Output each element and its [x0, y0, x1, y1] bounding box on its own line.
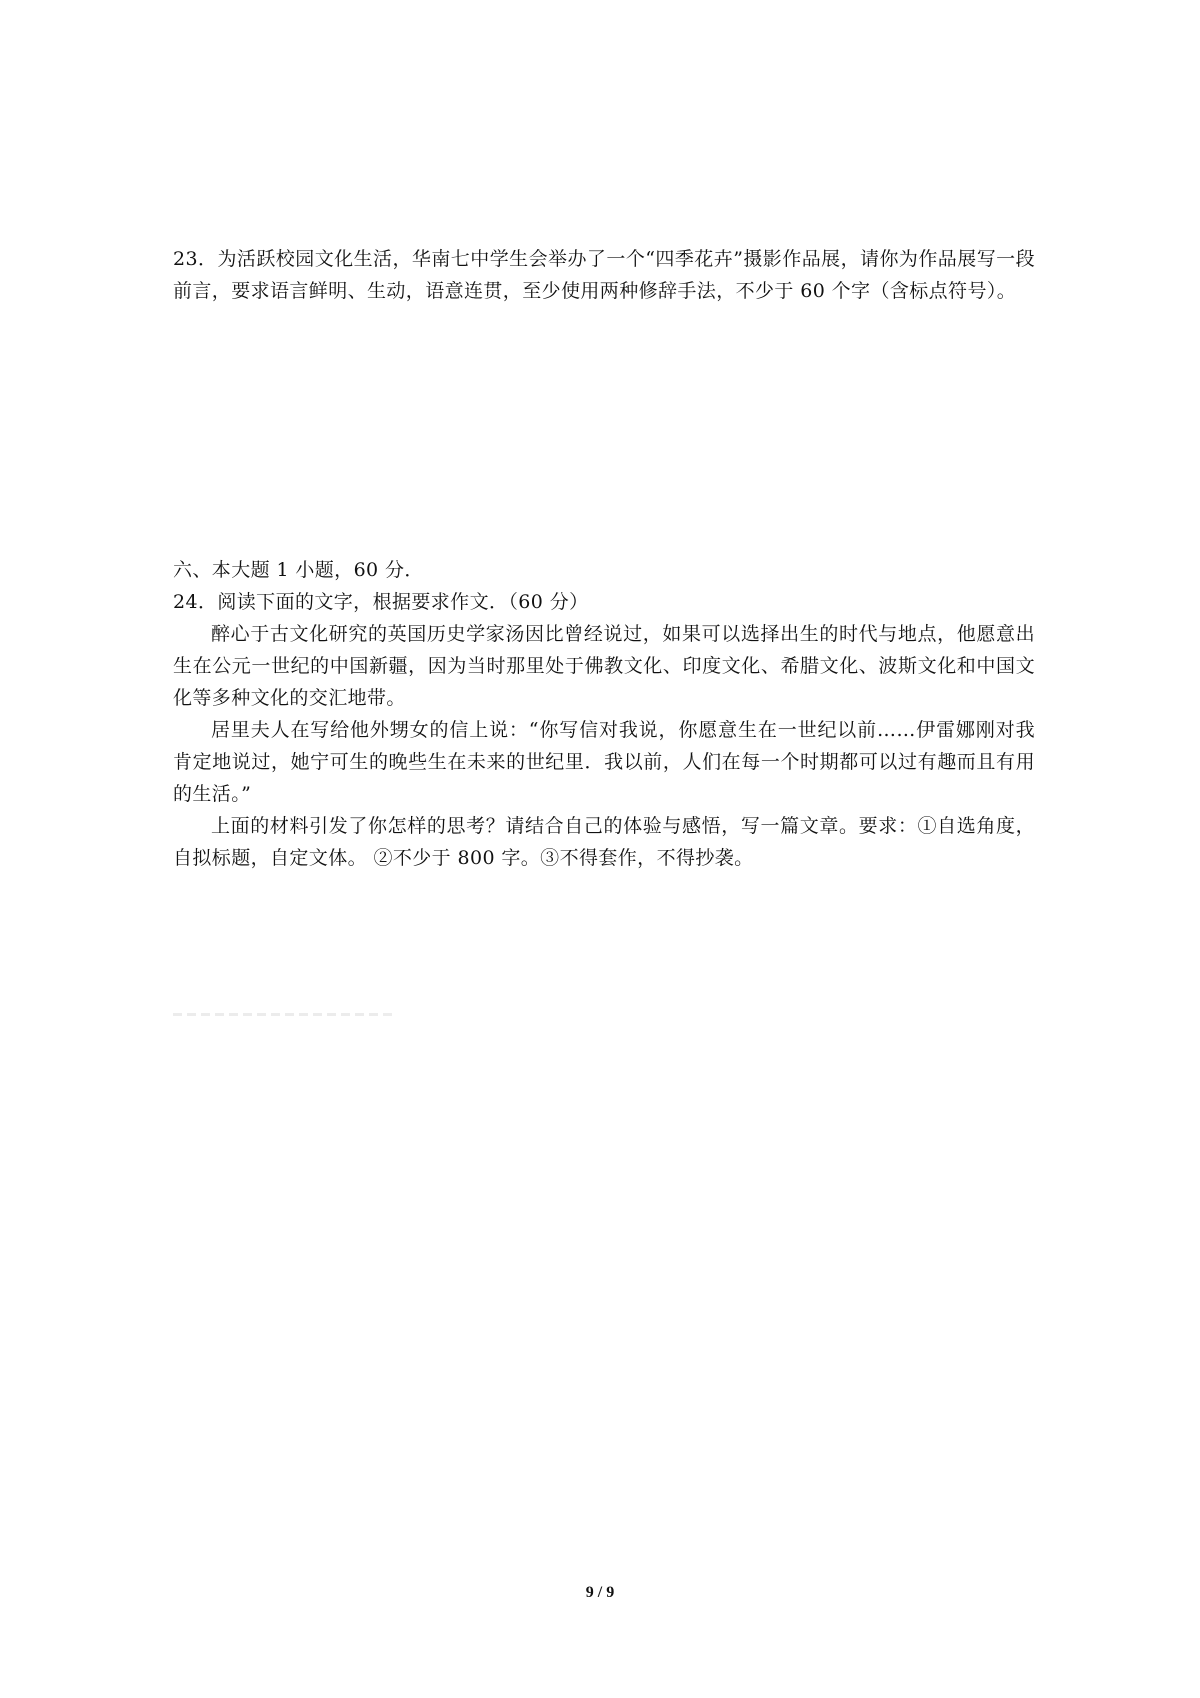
question-24-material-2: 居里夫人在写给他外甥女的信上说：“你写信对我说，你愿意生在一世纪以前……伊雷娜刚对我肯定地说过，她宁可生的晚些生在未来的世纪里．我以前，人们在每一个时期都可以过有趣而且有用的生活。”	[173, 719, 1035, 805]
faint-scan-artifact	[173, 1004, 423, 1016]
question-24-requirements: 上面的材料引发了你怎样的思考？请结合自己的体验与感悟，写一篇文章。要求：①自选角度，自拟标题，自定文体。 ②不少于 800 字。③不得套作，不得抄袭。	[173, 815, 1035, 869]
page-number: 9 / 9	[585, 1584, 615, 1601]
question-24-material-1: 醉心于古文化研究的英国历史学家汤因比曾经说过，如果可以选择出生的时代与地点，他愿意出生在公元一世纪的中国新疆，因为当时那里处于佛教文化、印度文化、希腊文化、波斯文化和中国文化等多种文化的交汇地带。	[173, 623, 1035, 709]
section-6-heading: 六、本大题 1 小题，60 分．	[173, 559, 424, 581]
question-24-title: 24．阅读下面的文字，根据要求作文．（60 分）	[173, 591, 589, 613]
question-23-text: 23．为活跃校园文化生活，华南七中学生会举办了一个“四季花卉”摄影作品展，请你为作品展写一段前言，要求语言鲜明、生动，语意连贯，至少使用两种修辞手法，不少于 60 个字（含标点符号）。	[173, 248, 1035, 302]
